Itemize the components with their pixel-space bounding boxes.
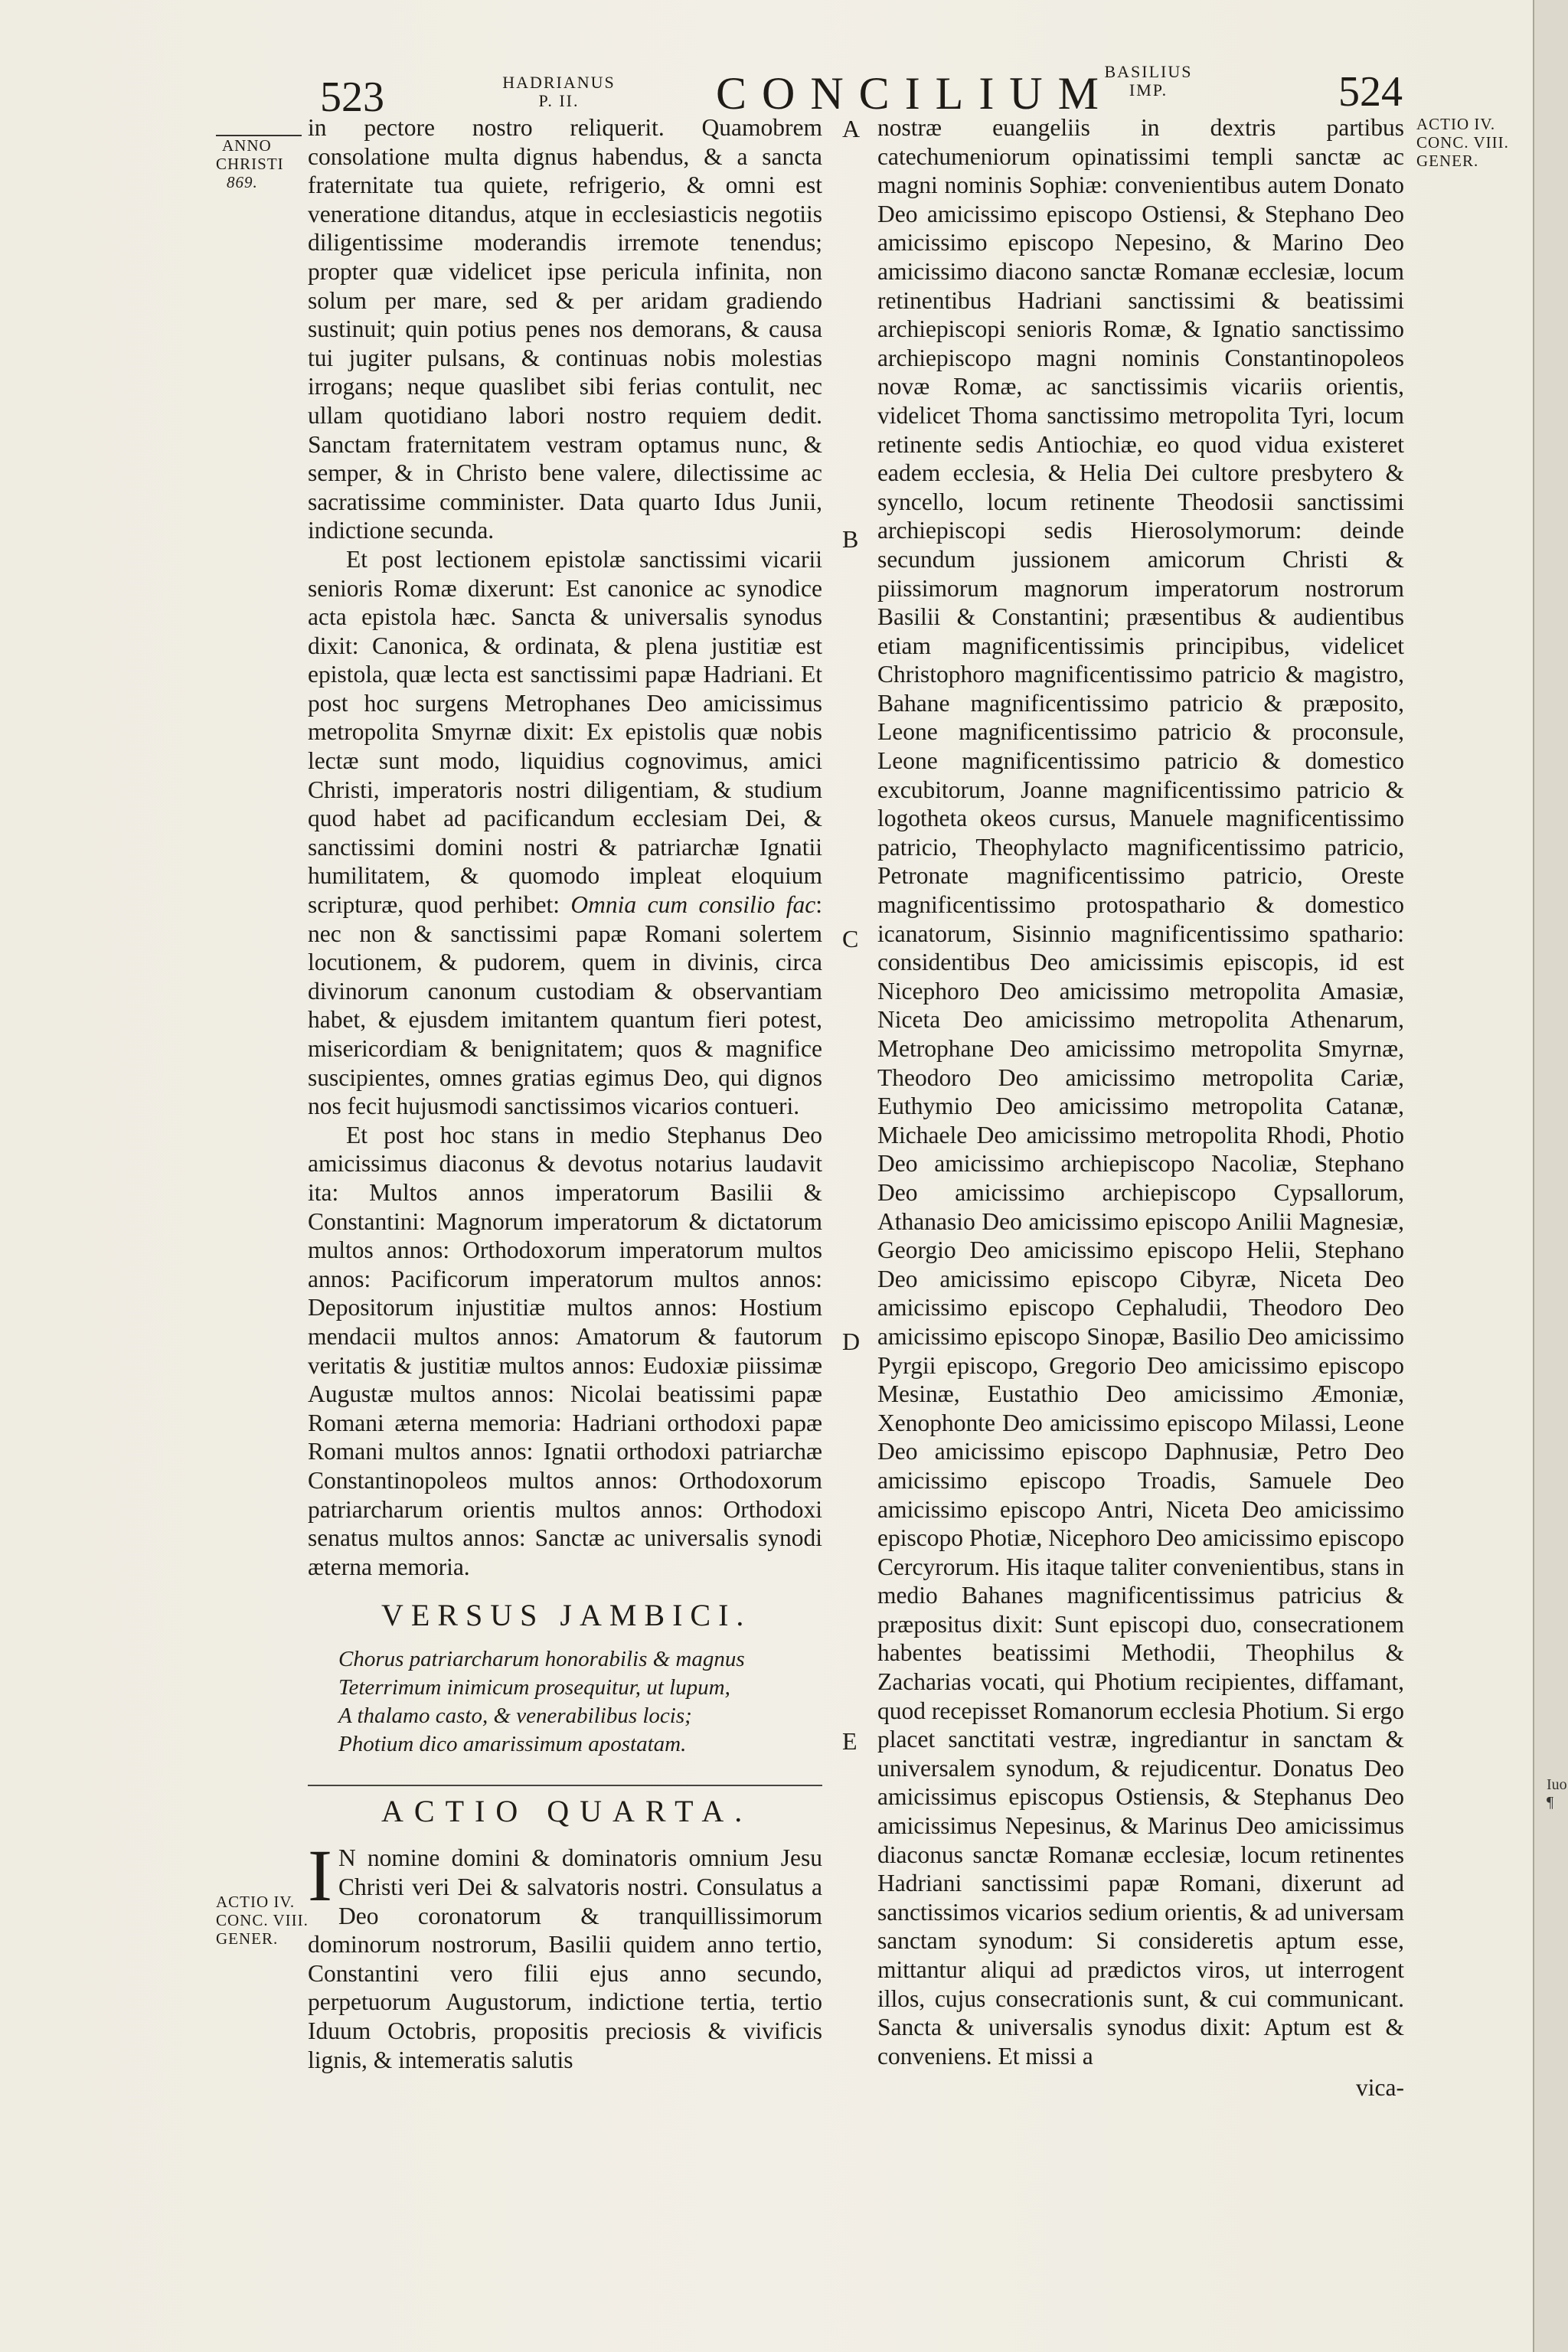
- left-paragraph-1: in pectore nostro reliquerit. Quamobrem consolatione multa dignus habendus, & a sancta fraternitate tua quiete, refrigerio, & omni est veneratione ditandus, atque in ecclesiasticis negotiis diligentissime moderandis irremote tenendus; propter quæ videlicet ipse pericula infinita, non solum per mare, sed & per aridam gradiendo sustinuit; quin potius penes nos demorans, & causa tui jugiter pulsans, & continuas nobis molestias irrogans; neque quaslibet sibi ferias contulit, nec ullam quotidiano labori nostro requiem dedit. Sanctam fraternitatem vestram optamus nunc, & semper, & in Christo bene valere, dilectissime ac sacratissime comminister. Data quarto Idus Junii, indictione secunda.: [308, 114, 822, 544]
- verse-line-3: A thalamo casto, & venerabilibus locis;: [338, 1703, 692, 1728]
- section-letter-a: A: [842, 115, 861, 142]
- margin-actio-note-left: [216, 1893, 309, 1948]
- margin-anno-line1: ANNO: [222, 136, 272, 155]
- margin-actio-left-3: GENER.: [216, 1929, 279, 1948]
- spine-note: Iuo ¶: [1547, 1776, 1567, 1811]
- margin-actio-left-2: CONC. VIII.: [216, 1911, 309, 1929]
- left-paragraph-2-end: : nec non & sanctissimi papæ Romani solertem locutionem, & pudorem, quem in divinis, circa divinorum canonum custodiam & observantiam habet, & ejusdem imitantem quantum fieri potest, misericordiam & benignitatem; quos & magnifice suscipientes, omnes gratias egimus Deo, qui dignos nos fecit hujusmodi sanctissimos vicarios contueri.: [308, 891, 822, 1120]
- left-paragraph-2: [308, 545, 822, 1121]
- running-head-left-sub: P. II.: [538, 91, 580, 110]
- margin-actio-note-right: [1416, 115, 1509, 170]
- running-head-right: [1087, 63, 1210, 100]
- page-title: CONCILIUM: [716, 68, 1114, 119]
- margin-actio-right-1: ACTIO IV.: [1416, 115, 1496, 133]
- section-letter-b: B: [842, 525, 859, 553]
- margin-anno-year: 869.: [227, 173, 258, 191]
- verse-block: [338, 1645, 822, 1759]
- right-paragraph-1: nostræ euangeliis in dextris partibus catechumeniorum opinatissimi templi sanctæ ac magni nominis Sophiæ: convenientibus autem Donato Deo amicissimo episcopo Ostiensi, & Stephano Deo amicissimo episcopo Nepesino, & Marino Deo amicissimo diacono sanctæ Romanæ ecclesiæ, locum retinentibus Hadriani sanctissimi & beatissimi archiepiscopi senioris Romæ, & Ignatio sanctissimo archiepiscopo magni nominis Constantinopoleos novæ Romæ, ac sanctissimis vicariis orientis, videlicet Thoma sanctissimo metropolita Tyri, locum retinente sedis Antiochiæ, eo quod vidua existeret eadem ecclesia, & Helia Dei cultore presbytero & syncello, locum retinente Theodosii sanctissimi archiepiscopi sedis Hierosolymorum: deinde secundum jussionem amicorum Christi & piissimorum magnorum imperatorum nostrorum Basilii & Constantini; præsentibus & audientibus etiam magnificentissimis principibus, videlicet Christophoro magnificentissimo patricio & magistro, Bahane magnificentissimo patricio & præposito, Leone magnificentissimo patricio & proconsule, Leone magnificentissimo patricio & domestico excubitorum, Joanne magnificentissimo patricio & logotheta okeos cursus, Manuele magnificentissimo patricio, Theophylacto magnificentissimo patricio, Petronate magnificentissimo patricio, Oreste magnificentissimo protospathario & domestico icanatorum, Sisinnio magnificentissimo spathario: considentibus Deo amicissimis episcopis, id est Nicephoro Deo amicissimo metropolita Amasiæ, Niceta Deo amicissimo metropolita Athenarum, Metrophane Deo amicissimo metropolita Smyrnæ, Theodoro Deo amicissimo metropolita Cariæ, Euthymio Deo amicissimo metropolita Catanæ, Michaele Deo amicissimo metropolita Rhodi, Photio Deo amicissimo archiepiscopo Nacoliæ, Stephano Deo amicissimo archiepiscopo Cypsallorum, Athanasio Deo amicissimo episcopo Anilii Magnesiæ, Georgio Deo amicissimo episcopo Helii, Stephano Deo amicissimo episcopo Cibyræ, Niceta Deo amicissimo episcopo Cephaludii, Theodoro Deo amicissimo episcopo Sinopæ, Basilio Deo amicissimo Pyrgii episcopo, Gregorio Deo amicissimo episcopo Mesinæ, Eustathio Deo amicissimo Æmoniæ, Xenophonte Deo amicissimo episcopo Milassi, Leone Deo amicissimo episcopo Daphnusiæ, Petro Deo amicissimo episcopo Troadis, Samuele Deo amicissimo episcopo Antri, Niceta Deo amicissimo episcopo Photiæ, Nicephoro Deo amicissimo episcopo Cercyrorum. His itaque taliter convenientibus, stans in medio Bahanes magnificentissimus patricius & præpositus dixit: Sunt episcopi duo, consecrationem habentes beatissimi Methodii, Theophilus & Zacharias vocati, qui Photium recipientes, diffamant, quod recepisset Romanorum ecclesia Photium. Si ergo placet sanctitati vestræ, ingrediantur in sanctam & universalem synodum, & rejudicentur. Donatus Deo amicissimus episcopus Ostiensis, & Stephanus Deo amicissimus Nepesinus, & Marinus Deo amicissimus diaconus sanctæ Romanæ ecclesiæ, locum retinentes Hadriani sanctissimi papæ Romani, dixerunt ad sanctissimos vicarios sedium orientis, & ad universam sanctam synodum: Si consideretis aptum esse, mittantur aliqui ad prædictos viros, ut interrogent illos, cujus consecrationis sunt, & cui communicant. Sancta & universalis synodus dixit: Aptum est & conveniens. Et missi a: [877, 114, 1404, 2069]
- left-column: [308, 113, 822, 2074]
- verse-line-4: Photium dico amarissimum apostatam.: [338, 1731, 687, 1756]
- section-letter-e: E: [842, 1727, 858, 1755]
- left-paragraph-4: [308, 1834, 822, 2074]
- drop-cap: I: [308, 1834, 332, 1917]
- actio-quarta-heading: ACTIO QUARTA.: [381, 1793, 753, 1828]
- running-head-left-name: HADRIANUS: [502, 73, 616, 92]
- adjacent-page-edge: [1533, 0, 1568, 2352]
- running-head-right-sub: IMP.: [1129, 80, 1168, 100]
- margin-anno-line2: CHRISTI: [216, 155, 284, 173]
- margin-actio-right-3: GENER.: [1416, 152, 1479, 170]
- left-paragraph-3: Et post hoc stans in medio Stephanus Deo amicissimus diaconus & devotus notarius laudavit ita: Multos annos imperatorum Basilii & Constantini: Magnorum imperatorum & dictatorum multos annos: Orthodoxorum imperatorum multos annos: Pacificorum imperatorum multos annos: Depositorum injustitiæ multos annos: Hostium mendacii multos annos: Amatorum & fautorum veritatis & justitiæ multos annos: Eudoxiæ piissimæ Augustæ multos annos: Nicolai beatissimi papæ Romani æterna memoria: Hadriani orthodoxi papæ Romani multos annos: Ignatii orthodoxi patriarchæ Constantinopoleos multos annos: Orthodoxorum patriarcharum orientis multos annos: Orthodoxi senatus multos annos: Sanctæ ac universalis synodi æterna memoria.: [308, 1121, 822, 1580]
- left-paragraph-2-quote: Omnia cum consilio fac: [570, 891, 816, 919]
- page-number-right: 524: [1338, 68, 1403, 116]
- verse-line-1: Chorus patriarcharum honorabilis & magnus: [338, 1646, 745, 1671]
- running-head-left: [490, 74, 628, 110]
- margin-anno-note: [216, 135, 302, 191]
- page-number-left: 523: [320, 74, 384, 121]
- verse-line-2: Teterrimum inimicum prosequitur, ut lupum,: [338, 1674, 730, 1700]
- catchword: vica-: [1356, 2074, 1404, 2102]
- running-head-right-name: BASILIUS: [1104, 62, 1193, 81]
- section-divider: [308, 1785, 822, 1786]
- section-letter-c: C: [842, 925, 859, 952]
- right-column: [877, 113, 1404, 2102]
- left-paragraph-4-text: N nomine domini & dominatoris omnium Jesu Christi veri Dei & salvatoris nostri. Consulatus a Deo coronatorum & tranquillissimorum dominorum nostrorum, Basilii quidem anno tertio, Constantini vero filii ejus anno secundo, perpetuorum Augustorum, indictione tertia, tertio Iduum Octobris, propositis preciosis & vivificis lignis, & intemeratis salutis: [308, 1844, 822, 2073]
- versus-heading: VERSUS JAMBICI.: [381, 1598, 752, 1633]
- margin-actio-left-1: ACTIO IV.: [216, 1893, 296, 1911]
- margin-actio-right-2: CONC. VIII.: [1416, 133, 1509, 152]
- section-letter-d: D: [842, 1328, 861, 1355]
- left-paragraph-2-text: Et post lectionem epistolæ sanctissimi vicarii senioris Romæ dixerunt: Est canonice ac synodice acta epistola hæc. Sancta & universalis synodus dixit: Canonica, & ordinata, & plena justitiæ est epistola, quæ lecta est sanctissimi papæ Hadriani. Et post hoc surgens Metrophanes Deo amicissimus metropolita Smyrnæ dixit: Ex epistolis quæ nobis lectæ sunt modo, liquidius cognovimus, amici Christi, imperatoris nostri diligentiam, & studium quod habet ad pacificandum ecclesiam Dei, & sanctissimi domini nostri & patriarchæ Ignatii humilitatem, & quomodo impleat eloquium scripturæ, quod perhibet:: [308, 545, 822, 919]
